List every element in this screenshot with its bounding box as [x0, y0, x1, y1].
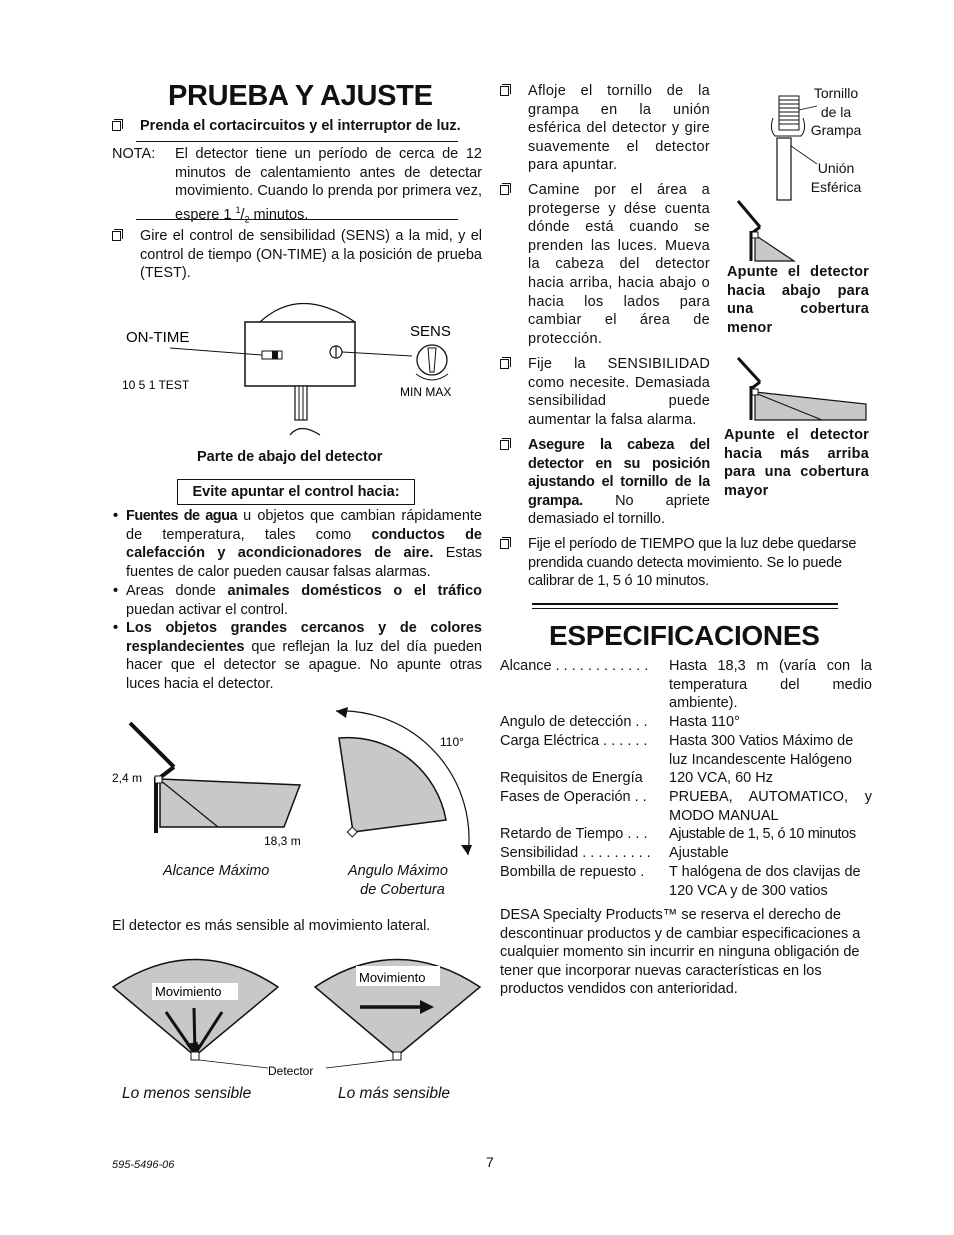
- movement-label-left: Movimiento: [155, 984, 222, 999]
- checkbox-icon: [500, 86, 509, 96]
- bullet-icon: •: [113, 508, 119, 524]
- bullet-icon: •: [113, 583, 119, 599]
- rule-top: [136, 141, 458, 142]
- label-line: Tornillo: [813, 85, 859, 101]
- bullet-text: u objetos que cambian rápidamente de temperatura, tales como: [126, 508, 482, 543]
- spec-row-bulb: [500, 863, 872, 900]
- detector-label: Detector: [268, 1064, 314, 1078]
- range-label: 18,3 m: [264, 834, 301, 848]
- step-text-tail: No apriete demasiado el tornillo.: [528, 492, 710, 528]
- spec-value: Ajustable: [669, 845, 729, 861]
- step-text: Prenda el cortacircuitos y el interruptor de luz.: [140, 118, 461, 134]
- ball-joint-stem: [777, 138, 791, 200]
- sens-scale: MIN MAX: [400, 385, 452, 399]
- spec-key: Carga Eléctrica . . . . . .: [500, 733, 648, 749]
- bullet-lead: Fuentes de agua: [126, 508, 238, 524]
- detector-dome-outline: [260, 304, 355, 323]
- on-time-label: ON-TIME: [126, 329, 190, 346]
- lateral-note: El detector es más sensible al movimiento lateral.: [112, 918, 431, 934]
- coverage-angle-fan: [339, 738, 446, 832]
- bullet-tail: puedan activar el control.: [126, 601, 289, 618]
- step-text: Fije la SENSIBILIDAD como necesite. Demasiada sensibilidad puede aumentar la falsa alarma.: [528, 356, 710, 428]
- step-text: Fije el período de TIEMPO que la luz debe quedarse prendida cuando detecta movimiento. Se lo puede calibrar de 1, 5 ó 10 minutos.: [528, 536, 857, 590]
- spec-row-delay: [500, 825, 872, 844]
- fig2-caption-left: Alcance Máximo: [163, 863, 270, 879]
- spec-key: Requisitos de Energía: [500, 770, 643, 786]
- doc-number: 595-5496-06: [112, 1159, 175, 1171]
- label-line: Esférica: [810, 178, 862, 195]
- section-title-especificaciones: ESPECIFICACIONES: [549, 620, 820, 651]
- spec-key: Retardo de Tiempo . . .: [500, 826, 648, 842]
- bullet-objects: [112, 619, 482, 693]
- spec-key: Alcance . . . . . . . . . . . .: [500, 658, 649, 674]
- movement-label-right: Movimiento: [359, 970, 426, 985]
- step-text: Camine por el área a protegerse y dése cuenta dónde está cuando se prenden las luces. Mueva la cabeza del detector hacia arriba, hacia abajo o hacia los lados para cambiar el área de protección.: [528, 182, 710, 347]
- angle-label: 110°: [440, 735, 464, 749]
- checkbox-icon: [500, 440, 509, 450]
- spec-key: Angulo de detección . .: [500, 714, 648, 730]
- height-label: 2,4 m: [112, 771, 143, 785]
- step-text: Afloje el tornillo de la grampa en la unión esférica del detector y gire suavemente el detector para apuntar.: [528, 83, 710, 174]
- spec-value: PRUEBA, AUTOMATICO, y MODO MANUAL: [669, 789, 872, 824]
- rule-bottom: [136, 219, 458, 220]
- coverage-side-view: [160, 779, 300, 827]
- sensitivity-figure: [108, 950, 488, 1080]
- bullet-icon: •: [113, 620, 119, 636]
- detector-marker-left: [191, 1052, 199, 1060]
- spec-value: 120 VCA, 60 Hz: [669, 770, 773, 786]
- bullet-emph: animales domésticos o el tráfico: [227, 583, 482, 599]
- bullet-tail: Estas fuentes de calor pueden causar falsas alarmas.: [126, 545, 483, 580]
- fig3-caption-right: Lo más sensible: [338, 1085, 451, 1102]
- step-secure-head: [500, 436, 710, 529]
- spec-row-load: [500, 732, 872, 769]
- detector-stem: [295, 386, 307, 420]
- caption-line: Angulo Máximo: [348, 863, 448, 879]
- bullet-text: que reflejan la luz del día pueden hacer que el detector se apague. No apunte otras luces hacia el detector.: [126, 638, 482, 692]
- bullet-text: Areas donde: [126, 583, 228, 599]
- coverage-small: [755, 235, 794, 261]
- aim-down-figure: [730, 195, 872, 265]
- spec-row-power: [500, 769, 872, 788]
- step-text: Gire el control de sensibilidad (SENS) a la mid, y el control de tiempo (ON-TIME) a la posición de prueba (TEST).: [140, 228, 482, 282]
- fig2-caption-right: [348, 862, 448, 899]
- section-title-prueba: PRUEBA Y AJUSTE: [168, 80, 433, 112]
- caption-line: de Cobertura: [360, 881, 445, 898]
- step-text-bold: Asegure la cabeza del detector en su posición ajustando el tornillo de la grampa.: [528, 437, 710, 509]
- step-set-controls: [112, 227, 482, 283]
- fig1-caption: Parte de abajo del detector: [197, 449, 383, 465]
- spec-value: Ajustable de 1, 5, ó 10 minutos: [669, 826, 856, 842]
- spec-row-sensitivity: [500, 844, 872, 863]
- checkbox-icon: [112, 231, 121, 241]
- avoid-box: Evite apuntar el control hacia:: [177, 479, 415, 505]
- nota-label: NOTA:: [112, 146, 156, 162]
- nota-text: El detector tiene un período de cerca de 12 minutos de calentamiento antes de detectar movimiento. Cuando lo prenda por primera vez, espere 1 $^1/_2$ minutos.: [175, 146, 482, 225]
- spec-row-modes: [500, 788, 872, 825]
- specs-double-rule: [532, 603, 838, 609]
- ball-label: [806, 159, 866, 196]
- spec-row-angle: [500, 713, 872, 732]
- label-line: de la: [820, 103, 852, 120]
- on-time-scale: 10 5 1 TEST: [122, 378, 190, 392]
- aim-up-figure: [730, 352, 872, 424]
- page-number: 7: [486, 1154, 494, 1170]
- bullet-water: [112, 507, 482, 581]
- wall-line: [130, 723, 174, 767]
- bullet-lead: Los objetos grandes cercanos y de colores resplandecientes: [126, 620, 482, 655]
- step-set-sensitivity: [500, 355, 710, 429]
- screw-label: [806, 84, 866, 140]
- fig3-caption-left: Lo menos sensible: [122, 1085, 252, 1102]
- step-walk-area: [500, 181, 710, 348]
- bullet-animals: [112, 582, 482, 619]
- sens-label: SENS: [410, 323, 451, 340]
- detector-bottom-figure: [110, 290, 490, 470]
- spec-value: Hasta 300 Vatios Máximo de luz Incandescente Halógeno: [669, 733, 854, 768]
- detector-marker-right: [393, 1052, 401, 1060]
- spec-value: T halógena de dos clavijas de 120 VCA y de 300 vatios: [669, 864, 861, 899]
- checkbox-icon: [112, 121, 121, 131]
- specs-disclaimer: DESA Specialty Products™ se reserva el derecho de descontinuar productos y de cambiar especificaciones a cualquier momento sin incurrir en ninguna obligación de tener que incorporar nuevas características en los productos vendidos con anterioridad.: [500, 907, 861, 998]
- clamp-screw: [779, 96, 799, 130]
- spec-key: Bombilla de repuesto .: [500, 864, 645, 880]
- checkbox-icon: [500, 359, 509, 369]
- on-time-knob: [272, 351, 278, 359]
- checkbox-icon: [500, 539, 509, 549]
- step-loosen-screw: [500, 82, 710, 175]
- spec-value: Hasta 18,3 m (varía con la temperatura del medio ambiente).: [669, 658, 872, 712]
- aim-down-caption: Apunte el detector hacia abajo para una cobertura menor: [727, 264, 869, 336]
- aim-up-caption: Apunte el detector hacia más arriba para una cobertura mayor: [724, 427, 869, 499]
- label-line: Grampa: [810, 122, 862, 139]
- spec-value: Hasta 110°: [669, 714, 740, 730]
- label-line: Unión: [817, 160, 855, 176]
- step-set-time: [500, 535, 872, 591]
- spec-key: Sensibilidad . . . . . . . . .: [500, 845, 651, 861]
- spec-key: Fases de Operación . .: [500, 789, 647, 805]
- checkbox-icon: [500, 185, 509, 195]
- spec-row-range: [500, 657, 872, 713]
- step-power-on: [112, 117, 484, 136]
- bullet-emph: conductos de calefacción y acondicionadores de aire.: [126, 526, 482, 562]
